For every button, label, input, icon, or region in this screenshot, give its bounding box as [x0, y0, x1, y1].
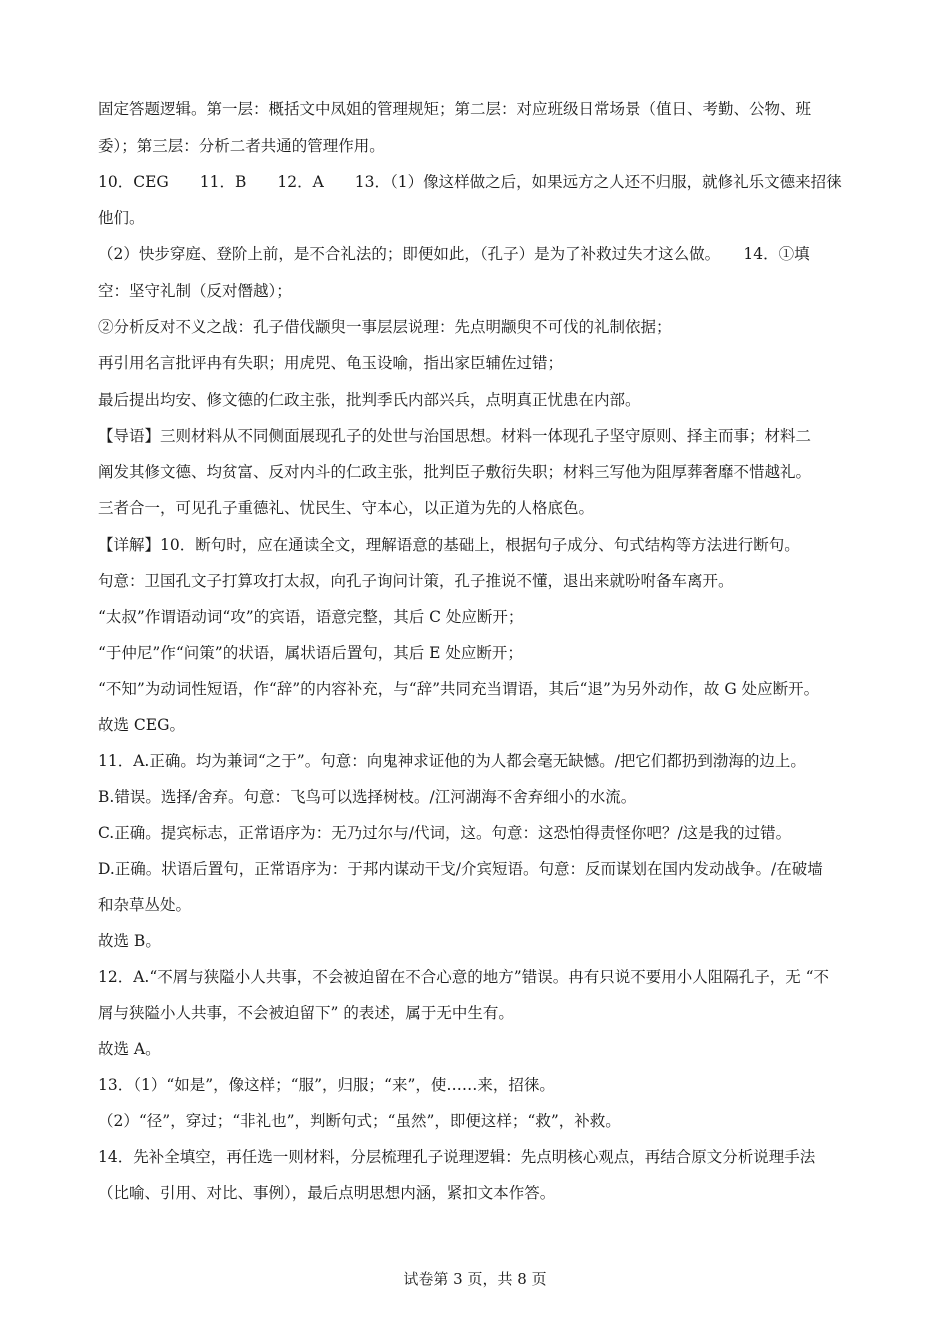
- text-line: 委）；第三层：分析二者共通的管理作用。: [98, 137, 385, 155]
- text-line: 故选 CEG。: [98, 716, 185, 734]
- text-line: 固定答题逻辑。第一层：概括文中凤姐的管理规矩；第二层：对应班级日常场景（值日、考勤、公物、班: [98, 100, 812, 118]
- text-line: 【导语】三则材料从不同侧面展现孔子的处世与治国思想。材料一体现孔子坚守原则、择主而事；材料二: [98, 427, 812, 445]
- text-line: （2）快步穿庭、登阶上前，是不合礼法的；即便如此，（孔子）是为了补救过失才这么做。 14．①填: [98, 245, 810, 263]
- text-line: （2）“径”，穿过；“非礼也”，判断句式；“虽然”，即便这样；“救”，补救。: [98, 1112, 621, 1130]
- text-line: 14．先补全填空，再任选一则材料，分层梳理孔子说理逻辑：先点明核心观点，再结合原文分析说理手法: [98, 1148, 816, 1166]
- text-line: 屑与狭隘小人共事，不会被迫留下” 的表述，属于无中生有。: [98, 1004, 514, 1022]
- text-line: 三者合一，可见孔子重德礼、忧民生、守本心，以正道为先的人格底色。: [98, 499, 595, 517]
- text-line: 【详解】10．断句时，应在通读全文，理解语意的基础上，根据句子成分、句式结构等方法进行断句。: [98, 536, 800, 554]
- text-line: B.错误。选择/舍弃。句意：飞鸟可以选择树枝。/江河湖海不舍弃细小的水流。: [98, 788, 637, 806]
- text-line: ②分析反对不义之战：孔子借伐颛臾一事层层说理：先点明颛臾不可伐的礼制依据；: [98, 318, 672, 336]
- text-line: 故选 A。: [98, 1040, 161, 1058]
- text-line: D.正确。状语后置句，正常语序为：于邦内谋动干戈/介宾短语。句意：反而谋划在国内发动战争。/在破墙: [98, 860, 823, 878]
- text-line: 10．CEG 11．B 12．A 13．（1）像这样做之后，如果远方之人还不归服，就修礼乐文德来招徕: [98, 173, 842, 191]
- text-line: 句意：卫国孔文子打算攻打太叔，向孔子询问计策，孔子推说不懂，退出来就吩咐备车离开。: [98, 572, 734, 590]
- text-line: 和杂草丛处。: [98, 896, 192, 914]
- text-line: 故选 B。: [98, 932, 161, 950]
- text-line: “不知”为动词性短语，作“辞”的内容补充，与“辞”共同充当谓语，其后“退”为另外动作，故 G 处应断开。: [98, 680, 820, 698]
- text-line: 再引用名言批评冉有失职；用虎兕、龟玉设喻，指出家臣辅佐过错；: [98, 354, 564, 372]
- text-line: 11．A.正确。均为兼词“之于”。句意：向鬼神求证他的为人都会毫无缺憾。/把它们都扔到渤海的边上。: [98, 752, 806, 770]
- text-line: 他们。: [98, 209, 145, 227]
- text-line: “于仲尼”作“问策”的状语，属状语后置句，其后 E 处应断开；: [98, 644, 523, 662]
- text-line: 最后提出均安、修文德的仁政主张，批判季氏内部兴兵，点明真正忧患在内部。: [98, 391, 641, 409]
- text-line: “太叔”作谓语动词“攻”的宾语，语意完整，其后 C 处应断开；: [98, 608, 524, 626]
- text-line: 12．A.“不屑与狭隘小人共事，不会被迫留在不合心意的地方”错误。冉有只说不要用小人阻隔孔子，无 “不: [98, 968, 830, 986]
- text-line: 13．（1）“如是”，像这样；“服”，归服；“来”，使……来，招徕。: [98, 1076, 555, 1094]
- text-line: 空：坚守礼制（反对僭越）；: [98, 282, 292, 300]
- page-footer: 试卷第 3 页，共 8 页: [403, 1270, 547, 1288]
- text-line: 阐发其修文德、均贫富、反对内斗的仁政主张，批判臣子敷衍失职；材料三写他为阻厚葬奢靡不惜越礼。: [98, 463, 812, 481]
- text-line: （比喻、引用、对比、事例），最后点明思想内涵，紧扣文本作答。: [98, 1184, 556, 1202]
- text-line: C.正确。提宾标志，正常语序为：无乃过尔与/代词，这。句意：这恐怕得责怪你吧？/这是我的过错。: [98, 824, 792, 842]
